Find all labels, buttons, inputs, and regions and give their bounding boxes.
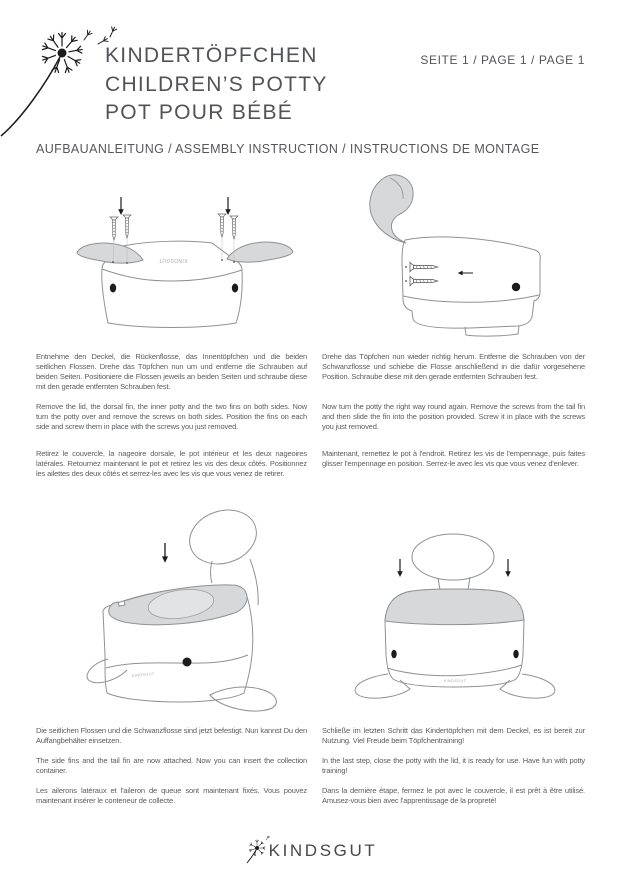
step-3-text-de: Die seitlichen Flossen und die Schwanzflosse sind jetzt befestigt. Nun kannst Du den Auffangbehälter einsetzen. — [36, 726, 307, 745]
step-1-illustration — [60, 175, 310, 350]
product-title-fr: POT POUR BÉBÉ — [105, 101, 294, 124]
left-eye — [391, 650, 396, 659]
tail-fin — [370, 175, 413, 243]
base-line — [387, 665, 522, 676]
brand-mark: KINDSGUT — [443, 679, 467, 683]
step-3-illustration — [60, 505, 310, 725]
dandelion-stem — [1, 57, 60, 136]
down-arrow-icon — [118, 197, 124, 215]
left-fin — [77, 243, 143, 263]
brand-wordmark: KINDSGUT — [268, 841, 378, 860]
page-indicator: SEITE 1 / PAGE 1 / PAGE 1 — [420, 53, 585, 67]
tail-paddle — [412, 534, 494, 580]
left-eye — [110, 284, 116, 293]
dandelion-logo — [0, 22, 120, 140]
right-eye — [513, 650, 518, 659]
base-line — [106, 655, 248, 668]
dandelion-icon — [244, 836, 272, 866]
right-fin — [500, 674, 555, 698]
eye — [183, 658, 192, 667]
lid — [385, 589, 524, 625]
screws — [405, 262, 438, 286]
left-fin — [355, 674, 410, 698]
step-1-text-fr: Retirez le couvercle, la nageoire dorsale, le pot intérieur et les deux nageoires latérales. Retournez maintenant le pot et retirez les vis des deux côtés. Positionnez les ailettes des deux côtés et serrez-les avec les vis que vous venez de retirer. — [36, 449, 307, 478]
product-title-en: CHILDREN’S POTTY — [105, 72, 328, 96]
brand-mark: KINDSGUT — [131, 672, 155, 678]
potty-rim-line — [102, 269, 242, 281]
step-2-text-fr: Maintenant, remettez le pot à l'endroit. Retirez les vis de l'empennage, puis faites glisser l'empennage en position. Serrez-le avec les vis que vous venez d'enlever. — [322, 449, 585, 468]
dandelion-center — [58, 49, 67, 58]
step-1-text-de: Entnehme den Deckel, die Rückenflosse, das Innentöpfchen und die beiden seitlichen Flossen. Drehe das Töpfchen nun um und entferne die Schrauben auf beiden Seiten. Positioniere die Flossen jeweils an beiden Seiten und schraube diese mit den gerade entfernten Schrauben fest. — [36, 352, 307, 391]
step-3-text-fr: Les ailerons latéraux et l'aileron de queue sont maintenant fixés. Vous pouvez maintenant insérer le conteneur de collecte. — [36, 786, 307, 805]
step-4-text-de: Schließe im letzten Schritt das Kindertöpfchen mit dem Deckel, es ist bereit zur Nutzung. Viel Freude beim Töpfchentraining! — [322, 726, 585, 745]
right-eye — [232, 284, 238, 293]
step-4-illustration — [330, 505, 580, 725]
down-arrow-icon — [225, 197, 231, 215]
footer-logo — [0, 836, 621, 866]
eye — [512, 283, 520, 291]
down-arrow-icon — [162, 543, 168, 563]
left-flipper — [87, 659, 127, 683]
product-title — [105, 42, 328, 128]
step-2-illustration — [330, 165, 580, 355]
left-arrow-icon — [458, 271, 473, 276]
step-2-text-de: Drehe das Töpfchen nun wieder richtig herum. Entferne die Schrauben von der Schwanzflosse und schiebe die Flosse anschließend in die dafür vorgesehene Position. Schraube diese mit den gerade entfernten Schrauben fest. — [322, 352, 585, 381]
brand-mark: KINDSGUT — [158, 257, 188, 263]
step-4-text-fr: Dans la dernière étape, fermez le pot avec le couvercle, il est prêt à être utilisé. Amusez-vous bien avec l'apprentissage de la propreté! — [322, 786, 585, 805]
down-arrow-icon — [505, 559, 511, 577]
step-2-text-en: Now turn the potty the right way round again. Remove the screws from the tail fin and then slide the fin into the position provided. Screw it in place with the screws you just removed. — [322, 402, 585, 431]
right-fin — [227, 242, 293, 262]
product-title-de: KINDERTÖPFCHEN — [105, 44, 318, 67]
section-title: AUFBAUANLEITUNG / ASSEMBLY INSTRUCTION / INSTRUCTIONS DE MONTAGE — [36, 142, 540, 156]
potty-rim-line — [403, 295, 539, 302]
down-arrow-icon — [397, 559, 403, 577]
step-1-text-en: Remove the lid, the dorsal fin, the inner potty and the two fins on both sides. Now turn the potty over and remove the screws on both sides. Position the fins on each side and screw them in place with the screws you just removed. — [36, 402, 307, 431]
step-3-text-en: The side fins and the tail fin are now attached. Now you can insert the collection container. — [36, 756, 307, 775]
step-4-text-en: In the last step, close the potty with the lid, it is ready for use. Have fun with potty training! — [322, 756, 585, 775]
